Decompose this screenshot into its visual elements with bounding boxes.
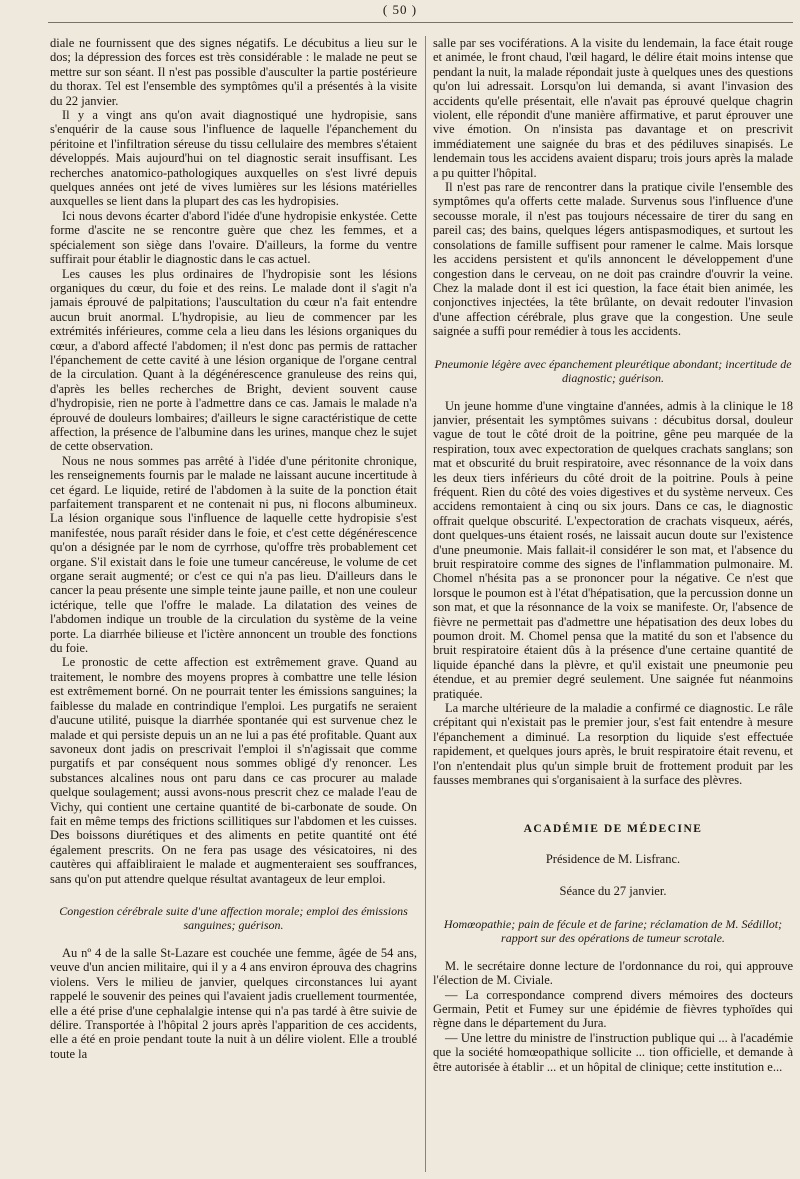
presidency-line: Présidence de M. Lisfranc.	[545, 851, 681, 866]
paragraph: Il y a vingt ans qu'on avait diagnostiqué une hydropisie, sans s'enquérir de la cause sous l'influence de laquelle l'épanchement du péritoine et l'infiltration séreuse du tissu cellulaire des membres s'étaient développés. Mais aujourd'hui on tel diagnostic serait insuffisant. Les recherches anatomico-pathologiques auxquelles on s'est livré depuis quelques années ont jeté de vives lumières sur les lésions matérielles auxquelles se lient dans la plupart des cas les hydropisies.	[50, 108, 417, 209]
left-column	[50, 36, 417, 1172]
page-number: ( 50 )	[382, 2, 418, 17]
agenda-heading: Homœopathie; pain de fécule et de farine; réclamation de M. Sédillot; rapport sur des opérations de tumeur scrotale.	[443, 916, 783, 945]
paragraph: M. le secrétaire donne lecture de l'ordonnance du roi, qui approuve l'élection de M. Civiale.	[433, 958, 793, 988]
session-date: Séance du 27 janvier.	[559, 884, 667, 899]
paragraph: Le pronostic de cette affection est extrêmement grave. Quand au traitement, le nombre des moyens propres à combattre une telle lésion est extrêmement borné. On ne pourrait tenter les émissions sanguines; la faiblesse du malade en contrindique l'emploi. Les purgatifs ne seraient d'aucune utilité, puisque la diarrhée spontanée qui est survenue chez le malade et qui persiste depuis un an ne lui a pas été profitable. Quant aux savoneux dont jadis on prescrivait l'emploi il s'n'agissait que comme purgatifs et par conséquent nous sommes obligé d'y renoncer. Les substances alcalines nous ont paru dans ce cas procurer au malade quelque soulagement; aussi avons-nous prescrit chez ce malade l'eau de Vichy, qui contient une certaine quantité de bi-carbonate de soude. On fait en même temps des frictions scillitiques sur l'abdomen et les cuisses. Des boissons diurétiques et des aliments en petite quantité ont été également prescrits. On ne fera pas usage des vésicatoires, ni des cautères qui affaibliraient le malade et augmenteraient ses souffrances, sans qu'on put attendre quelque résultat avantageux de leur emploi.	[50, 655, 417, 886]
paragraph: Un jeune homme d'une vingtaine d'années, admis à la clinique le 18 janvier, présentait les symptômes suivans : décubitus dorsal, douleur vague de tout le côté droit de la poitrine, gêne peu marquée de la respiration, toux avec expectoration de quelques crachats sanglans; son mat et obscurité du bruit respiratoire, avec résonnance de la voix dans les deux tiers inférieurs du côté droit de la poitrine. Pouls à peine fréquent. Rien du côté des voies digestives et du système nerveux. Ces accidens remontaient à cinq ou six jours. Dans ce cas, le diagnostic offrait quelque obscurité. L'expectoration de crachats visqueux, aérés, dont quelques-uns étaient rosés, ne laissait aucun doute sur l'existence d'une pneumonie. Mais fallait-il considérer le son mat, et l'absence du bruit respiratoire comme des signes de l'inflammation pulmonaire. M. Chomel n'hésita pas a se prononcer pour la négative. Ce n'est que lorsque le poumon est à l'état d'hépatisation, que la percussion donne un son mat, et que la résonnance de la voix se manifeste. Or, l'absence de fièvre ne permettait pas d'admettre une hépatisation des deux lobes du poumon droit. M. Chomel pensa que la matité du son et l'absence du bruit respiratoire étaient dûs à la présence d'une certaine quantité de liquide épanché dans la plèvre, et qu'il existait une pneumonie peu étendue, et au premier degré seulement. Une saignée fut néanmoins pratiquée.	[433, 398, 793, 701]
paragraph: Nous ne nous sommes pas arrêté à l'idée d'une péritonite chronique, les renseignements fournis par le malade ne laissant aucune incertitude à cet égard. Le liquide, retiré de l'abdomen à la suite de la ponction était parfaitement transparent et ne contenait ni pus, ni flocons albumineux. La lésion organique sous l'influence de laquelle cette hydropisie s'est manifestée, nous paraît résider dans le foie, et c'est cette dégénérescence qu'on a désignée par le nom de cyrrhose, qu'offre très probablement cet organe. S'il existait dans le foie une tumeur cancéreuse, le volume de cet organe serait augmenté; or c'est ce qui n'a pas lieu. D'ailleurs dans le cancer la peau présente une simple teinte jaune paille, et non une couleur ictérique, telle que l'offre le malade. La dilatation des veines de l'abdomen indique un trouble de la circulation du système de la veine porte. La diarrhée bilieuse et l'ictère annoncent un trouble des fonctions du foie.	[50, 453, 417, 656]
right-column	[433, 36, 793, 1172]
case-heading: Congestion cérébrale suite d'une affection morale; emploi des émissions sanguines; guérison.	[59, 903, 408, 932]
paragraph: diale ne fournissent que des signes négatifs. Le décubitus a lieu sur le dos; la dépression des forces est très considérable : le malade ne peut se mettre sur son séant. Il n'est pas possible d'ausculter la partie postérieure du thorax. Tel est l'ensemble des symptômes qu'il a présentés à la visite du 22 janvier.	[50, 36, 417, 108]
paragraph: — Une lettre du ministre de l'instruction publique qui ... à l'académie que la société homœopathique sollicite ... tion officielle, et demande à être autorisée à établir ... et un hôpital de clinique; cette institution e...	[433, 1030, 793, 1074]
paragraph: La marche ultérieure de la maladie a confirmé ce diagnostic. Le râle crépitant qui n'existait pas le premier jour, s'est fait entendre à mesure l'épanchement a diminué. La resorption du liquide s'est effectuée rapidement, et quelques jours après, le bruit respiratoire était revenu, et l'on n'entendait plus qu'un simple bruit de frottement produit par les fausses membranes qui s'organisaient à la surface des plèvres.	[433, 701, 793, 788]
header-rule	[48, 22, 793, 23]
paragraph: Les causes les plus ordinaires de l'hydropisie sont les lésions organiques du cœur, du foie et des reins. Le malade dont il s'agit n'a jamais éprouvé de palpitations; l'auscultation du cœur n'a fait entendre aucun bruit anormal. L'hydropisie, au lieu de commencer par les extrémités inférieures, comme cela a lieu dans les lésions organiques du cœur, a d'abord affecté l'abdomen; il n'est donc pas permis de rattacher l'épanchement de cette cavité à une lésion organique de l'organe central de la circulation. Quant à la dégénérescence granuleuse des reins qui, d'après les belles recherches de Bright, devient souvent cause d'hydropisie, rien ne porte à l'admettre dans ce cas. Jamais le malade n'a éprouvé de douleurs lombaires; d'ailleurs le signe caractéristique de cette affection, la présence de l'albumine dans les urines, manque chez le sujet de cette observation.	[50, 266, 417, 454]
case-heading: Pneumonie légère avec épanchement pleurétique abondant; incertitude de diagnostic; guérison.	[434, 356, 792, 385]
paragraph: Au nº 4 de la salle St-Lazare est couchée une femme, âgée de 54 ans, veuve d'un ancien militaire, qui il y a 4 ans environ éprouva des chagrins violens. Vers le milieu de janvier, quelques circonstances lui ayant rappelé le souvenir des peines qui l'avaient jadis cruellement tourmentée, elle a été prise d'une cephalalgie intense qui n'a pas tardé à être suivie de délire. Transportée à l'hôpital 2 jours après l'apparition de ces accidents, elle a été en proie pendant toute la nuit à un délire violent. Elle a troublé toute la	[50, 945, 417, 1061]
paragraph: Ici nous devons écarter d'abord l'idée d'une hydropisie enkystée. Cette forme d'ascite ne se rencontre guère que chez les femmes, et a spécialement son siège dans l'ovaire. D'ailleurs, la forme du ventre suffirait pour établir le diagnostic dans le cas actuel.	[50, 208, 417, 267]
section-title: ACADÉMIE DE MÉDECINE	[523, 822, 703, 835]
paragraph: Il n'est pas rare de rencontrer dans la pratique civile l'ensemble des symptômes qu'a offerts cette malade. Survenus sous l'influence d'une secousse morale, il n'est pas toujours nécessaire de tirer du sang en pareil cas; des bains, quelques légers antispasmodiques, et surtout les consolations de famille suffisent pour ramener le calme. Mais lorsque les accidens persistent et qu'ils annoncent le développement d'une congestion dans le cerveau, on ne doit pas craindre d'ouvrir la veine. Chez la malade dont il est ici question, la face était bien animée, les conjonctives injectées, la tête brûlante, on devait redouter l'invasion d'une affection cérébrale, plus grave que la congestion. Une seule saignée a suffi pour remédier à tous les accidents.	[433, 180, 793, 339]
paragraph: — La correspondance comprend divers mémoires des docteurs Germain, Petit et Fumey sur une épidémie de fièvres typhoïdes qui règne dans le département du Jura.	[433, 987, 793, 1031]
column-divider	[425, 36, 426, 1172]
paragraph: salle par ses vociférations. A la visite du lendemain, la face était rouge et animée, le front chaud, l'œil hagard, le délire était moins intense que pendant la nuit, la malade répondait juste à quelques unes des questions qu'on lui adressait. Lorsqu'on lui demanda, si avant l'invasion des accidents qu'elle présentait, elle n'avait pas éprouvé quelque chagrin violent, elle répondit d'une manière affirmative, et parut éprouver une vive émotion. On n'insista pas davantage et on prescrivit immédiatement une saignée du bras et des pédiluves sinapisés. Le lendemain tous les accidens avaient disparu; trois jours après la malade a pu quitter l'hôpital.	[433, 36, 793, 180]
